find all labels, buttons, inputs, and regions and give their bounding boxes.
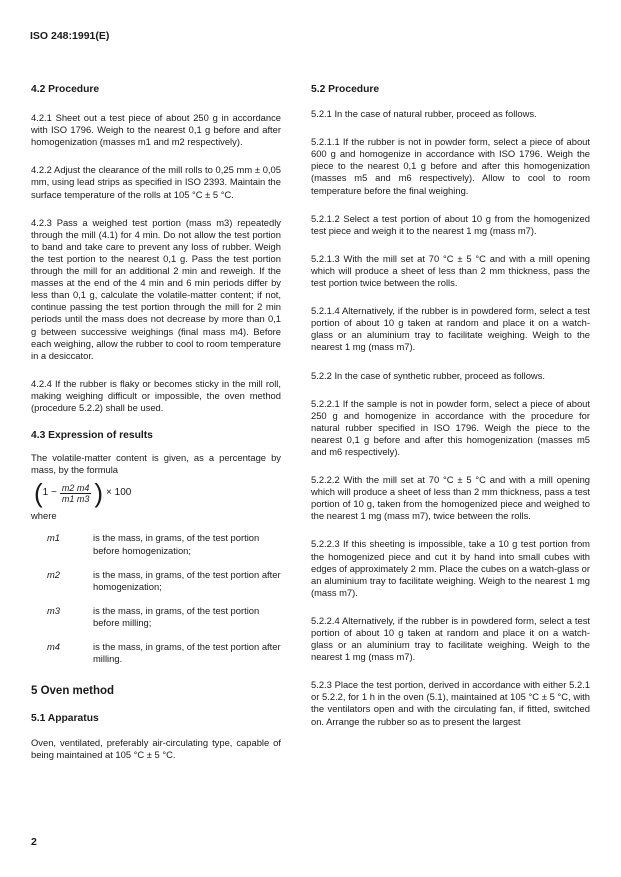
para-5-2-2-2: 5.2.2.2 With the mill set at 70 °C ± 5 °C and with a mill opening which will produce a sheet of less than 2 mm thickness, pass a test portion of 10 g, taken from the homogenized piece and weighed to the nearest 1 mg (mass m7), twice between the rolls.: [311, 474, 590, 522]
para-4-2-2: 4.2.2 Adjust the clearance of the mill rolls to 0,25 mm ± 0,05 mm, using lead strips as specified in ISO 2393. Maintain the surface temperature of the rolls at 105 °C ± 5 °C.: [31, 164, 281, 200]
formula-one: 1 −: [42, 487, 57, 499]
formula-fraction: [60, 483, 92, 504]
para-5-2-1-2: 5.2.1.2 Select a test portion of about 10 g from the homogenized test piece and weigh it to the nearest 1 mg (mass m7).: [311, 212, 590, 236]
formula-numerator: m2 m4: [61, 482, 90, 493]
para-4-2-1: 4.2.1 Sheet out a test piece of about 250 g in accordance with ISO 1796. Weigh to the nearest 0,1 g before and after homogenization (masses m1 and m2 respectively).: [31, 112, 281, 148]
section-5-1-text: Oven, ventilated, preferably air-circulating type, capable of being maintained at 105 °C ± 5 °C.: [31, 737, 281, 761]
right-column: [311, 84, 590, 728]
formula-denominator: m1 m3: [61, 493, 90, 504]
para-5-2-1-4: 5.2.1.4 Alternatively, if the rubber is in powdered form, select a test portion of about 10 g taken at random and place it on a watch-glass or an aluminium tray to facilitate weighing. Weigh to the nearest 1 mg (mass m7).: [311, 305, 590, 353]
para-5-2-2-3: 5.2.2.3 If this sheeting is impossible, take a 10 g test portion from the homogenized piece and cut it by hand into small cubes with edges of approximately 2 mm. Place the cubes on a watch-glass or an aluminium tray to facilitate weighing. Weigh to the nearest 1 mg (mass m7).: [311, 538, 590, 598]
where-label: where: [31, 510, 57, 522]
definition-text: is the mass, in grams, of the test portion after milling.: [93, 641, 281, 665]
section-4-3-heading: 4.3 Expression of results: [31, 430, 153, 442]
definition-symbol: m4: [47, 641, 61, 652]
definition-symbol: m1: [47, 532, 61, 544]
definition-text: is the mass, in grams, of the test portion before homogenization;: [93, 532, 260, 556]
section-5-2-heading: 5.2 Procedure: [311, 84, 380, 95]
definition-symbol: m3: [47, 604, 61, 616]
section-4-2-heading: 4.2 Procedure: [31, 84, 100, 95]
section-4-3-text: The volatile-matter content is given, as a percentage by mass, by the formula: [31, 452, 281, 476]
volatile-matter-formula: ( 1 − $\frac{m2 m4}{m1 m3}$ ) × 100: [34, 478, 132, 509]
para-4-2-3: 4.2.3 Pass a weighed test portion (mass m3) repeatedly through the mill (4.1) for 4 min. Do not allow the test portion to band and take care to prevent any loss of rubber. Weigh the test portion to the nearest 0,1 g. Pass the test portion through the mill for an additional 2 min and reweigh. If the masses at the end of the 4 min and 6 min periods differ by less than 0,1 g, calculate the volatile-matter content; if not, continue passing the test portion through the mill for 2 min periods until the mass does not decrease by more than 0,1 g between successive weighings (final mass m4). Before each weighing, allow the rubber to cool to room temperature in a desiccator.: [31, 216, 281, 361]
page-number: 2: [31, 836, 37, 848]
left-column: [31, 84, 281, 762]
para-5-2-1: 5.2.1 In the case of natural rubber, proceed as follows.: [311, 108, 537, 120]
para-4-2-4: 4.2.4 If the rubber is flaky or becomes sticky in the mill roll, making weighing difficult or impossible, the oven method (procedure 5.2.2) shall be used.: [31, 377, 281, 413]
para-5-2-1-3: 5.2.1.3 With the mill set at 70 °C ± 5 °C and with a mill opening which will produce a sheet of less than 2 mm thickness, pass the test portion twice between the rolls.: [311, 252, 590, 289]
definition-text: is the mass, in grams, of the test portion after homogenization;: [93, 568, 281, 592]
symbol-definitions: [47, 532, 281, 665]
para-5-2-1-1: 5.2.1.1 If the rubber is not in powder form, select a piece of about 600 g and homogenize in accordance with ISO 1796. Weigh the piece to the nearest 0,1 g before and after this homogenization (masses m5 and m6 respectively). Allow to cool to room temperature before the final weighing.: [311, 136, 590, 196]
para-5-2-2-1: 5.2.2.1 If the sample is not in powder form, select a piece of about 250 g and homogenize in accordance with the procedure for natural rubber specified in ISO 1796. Weigh the piece to the nearest 0,1 g before and after this homogenization (masses m5 and m6 respectively).: [311, 397, 590, 457]
para-5-2-2-4: 5.2.2.4 Alternatively, if the rubber is in powdered form, select a test portion of about 10 g taken at random and place it on a watch-glass or an aluminium tray to facilitate weighing. Weigh to the nearest 1 mg (mass m7).: [311, 614, 590, 663]
definition-text: is the mass, in grams, of the test portion before milling;: [93, 604, 260, 628]
para-5-2-3: 5.2.3 Place the test portion, derived in accordance with either 5.2.1 or 5.2.2, for 1 h in the oven (5.1), maintained at 105 °C ± 5 °C, with the ventilators open and with the circulating fan, if fitted, switched on. Arrange the rubber so as to present the largest: [311, 679, 590, 727]
formula-times: × 100: [106, 487, 132, 499]
para-5-2-2: 5.2.2 In the case of synthetic rubber, proceed as follows.: [311, 369, 545, 381]
page-header: ISO 248:1991(E): [30, 30, 110, 42]
definition-symbol: m2: [47, 568, 61, 580]
section-5-heading: 5 Oven method: [31, 685, 115, 698]
section-5-1-heading: 5.1 Apparatus: [31, 713, 99, 725]
